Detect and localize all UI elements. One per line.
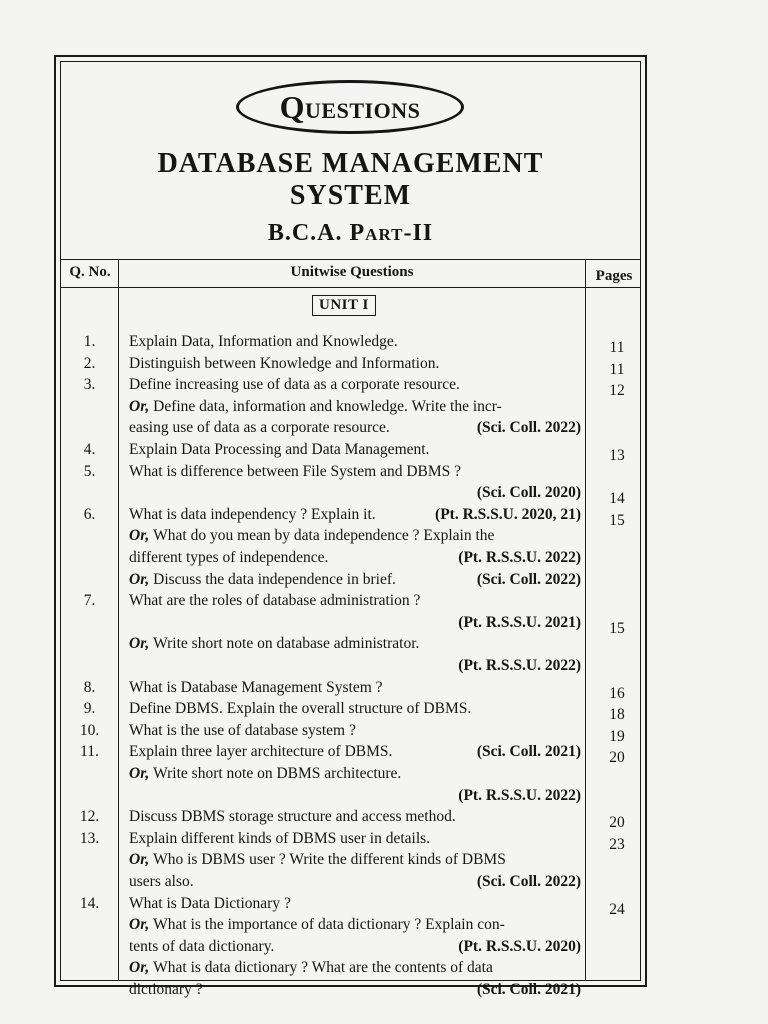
question-text — [129, 482, 581, 503]
question-text — [129, 374, 581, 395]
course-part: Part-II — [349, 220, 434, 246]
question-number: 10. — [79, 721, 100, 739]
question-number: 5. — [83, 462, 96, 480]
or-label: Or, — [129, 635, 154, 653]
question-line: Discuss the data independence in brief. — [153, 570, 396, 588]
page-number: 13 — [609, 447, 625, 464]
exam-reference: (Sci. Coll. 2022) — [476, 419, 581, 437]
question-line: What do you mean by data independence ? Explain the — [153, 527, 495, 545]
or-label: Or, — [129, 570, 154, 588]
question-line: Explain three layer architecture of DBMS. — [129, 743, 393, 761]
question-text — [129, 806, 581, 827]
header-qno: Q. No. — [69, 264, 111, 280]
question-text — [129, 417, 581, 438]
question-text — [129, 828, 581, 849]
header-pages: Pages — [595, 268, 633, 284]
page-number: 11 — [609, 339, 625, 356]
or-label: Or, — [129, 527, 154, 545]
header-divider — [61, 287, 640, 288]
exam-reference: (Pt. R.S.S.U. 2022) — [458, 549, 581, 566]
question-text — [129, 936, 581, 957]
question-line: What is data independency ? Explain it. — [129, 505, 376, 523]
page-number: 16 — [609, 684, 625, 702]
question-text — [129, 893, 581, 914]
title-block — [61, 62, 640, 259]
question-text — [129, 612, 581, 633]
course-prefix: B.C.A. — [267, 220, 350, 246]
question-text — [129, 439, 581, 460]
question-text — [129, 569, 581, 590]
course-title — [61, 220, 640, 247]
question-number: 13. — [79, 829, 100, 847]
question-text — [129, 353, 581, 374]
question-line: What is Data Dictionary ? — [129, 894, 291, 912]
or-label: Or, — [129, 851, 154, 869]
page-number: 14 — [609, 490, 625, 508]
unit-label: UNIT I — [312, 295, 376, 316]
question-line: Write short note on database administrator. — [153, 635, 420, 653]
exam-reference: (Pt. R.S.S.U. 2022) — [458, 786, 581, 804]
question-line: What is the use of database system ? — [129, 721, 356, 739]
question-line: users also. — [129, 873, 194, 890]
column-divider — [118, 260, 119, 980]
question-line: What is data dictionary ? What are the contents of data — [153, 959, 493, 977]
question-line: Define increasing use of data as a corporate resource. — [129, 376, 460, 394]
question-text — [129, 698, 581, 719]
inner-frame — [60, 61, 641, 998]
or-label: Or, — [129, 959, 154, 977]
question-number: 8. — [83, 678, 96, 696]
question-number: 1. — [83, 333, 96, 350]
question-line: What are the roles of database administration ? — [129, 592, 421, 610]
question-number: 9. — [83, 700, 96, 718]
question-text — [129, 525, 581, 546]
question-text — [129, 871, 581, 892]
question-text — [129, 396, 581, 417]
title-line-1: DATABASE MANAGEMENT — [157, 148, 544, 179]
question-line: easing use of data as a corporate resource. — [129, 419, 390, 437]
question-text — [129, 331, 581, 352]
exam-reference: (Sci. Coll. 2021) — [476, 743, 581, 761]
or-label: Or, — [129, 397, 154, 415]
question-number: 11. — [80, 743, 99, 761]
question-number: 2. — [83, 354, 96, 372]
question-text — [129, 655, 581, 676]
exam-reference: (Pt. R.S.S.U. 2021) — [458, 613, 581, 631]
question-line: Define data, information and knowledge. Write the incr- — [153, 397, 502, 415]
question-number: 3. — [83, 376, 96, 394]
question-text — [129, 547, 581, 568]
question-line: Who is DBMS user ? Write the different kinds of DBMS — [153, 851, 506, 869]
page-number: 15 — [609, 619, 625, 637]
page-number: 24 — [609, 900, 625, 918]
question-line: Explain different kinds of DBMS user in details. — [129, 829, 431, 847]
question-text — [129, 590, 581, 611]
question-line: different types of independence. — [129, 549, 329, 566]
page-number: 23 — [609, 835, 625, 853]
question-text — [129, 957, 581, 978]
question-line: Explain Data Processing and Data Management. — [129, 441, 430, 458]
question-line: tents of data dictionary. — [129, 937, 275, 955]
title-line-2: SYSTEM — [289, 180, 412, 211]
questions-table — [61, 259, 640, 998]
question-line: Discuss DBMS storage structure and access method. — [129, 808, 456, 826]
question-text — [129, 461, 581, 482]
question-text — [129, 720, 581, 741]
exam-reference: (Sci. Coll. 2020) — [476, 484, 581, 502]
question-text — [129, 785, 581, 806]
exam-reference: (Pt. R.S.S.U. 2022) — [458, 657, 581, 674]
column-divider — [585, 260, 586, 980]
exam-reference: (Sci. Coll. 2022) — [476, 873, 581, 890]
page-number: 20 — [609, 749, 625, 767]
question-number: 6. — [83, 505, 96, 523]
exam-reference: (Pt. R.S.S.U. 2020) — [458, 937, 581, 955]
or-label: Or, — [129, 765, 154, 782]
or-label: Or, — [129, 916, 154, 934]
question-number: 12. — [79, 808, 100, 826]
question-text — [129, 979, 581, 1000]
page-number: 11 — [609, 360, 625, 378]
question-text — [129, 633, 581, 654]
question-text — [129, 849, 581, 870]
page-number: 12 — [609, 382, 625, 400]
question-line: Write short note on DBMS architecture. — [153, 765, 402, 782]
question-number: 7. — [83, 592, 96, 610]
header-questions: Unitwise Questions — [290, 264, 414, 280]
page-number: 20 — [609, 814, 625, 832]
question-text — [129, 914, 581, 935]
question-line: Define DBMS. Explain the overall structure of DBMS. — [129, 700, 472, 718]
question-line: Explain Data, Information and Knowledge. — [129, 333, 398, 350]
page-number: 18 — [609, 706, 625, 724]
page-number: 19 — [609, 727, 625, 745]
page-frame — [54, 55, 647, 998]
page-number: 15 — [609, 511, 625, 529]
exam-reference: (Sci. Coll. 2021) — [476, 981, 581, 998]
exam-reference: (Sci. Coll. 2022) — [476, 570, 581, 588]
question-text — [129, 741, 581, 762]
question-line: Distinguish between Knowledge and Information. — [129, 354, 440, 372]
question-text — [129, 677, 581, 698]
question-line: What is difference between File System and DBMS ? — [129, 462, 462, 480]
question-text — [129, 504, 581, 525]
questions-badge — [236, 80, 464, 134]
questions-badge-text: Questions — [279, 88, 421, 125]
question-number: 14. — [79, 894, 100, 912]
question-line: What is the importance of data dictionary ? Explain con- — [153, 916, 505, 934]
question-line: dictionary ? — [129, 981, 203, 998]
exam-reference: (Pt. R.S.S.U. 2020, 21) — [435, 505, 581, 523]
question-text — [129, 763, 581, 784]
question-line: What is Database Management System ? — [129, 678, 383, 696]
question-number: 4. — [83, 441, 96, 458]
